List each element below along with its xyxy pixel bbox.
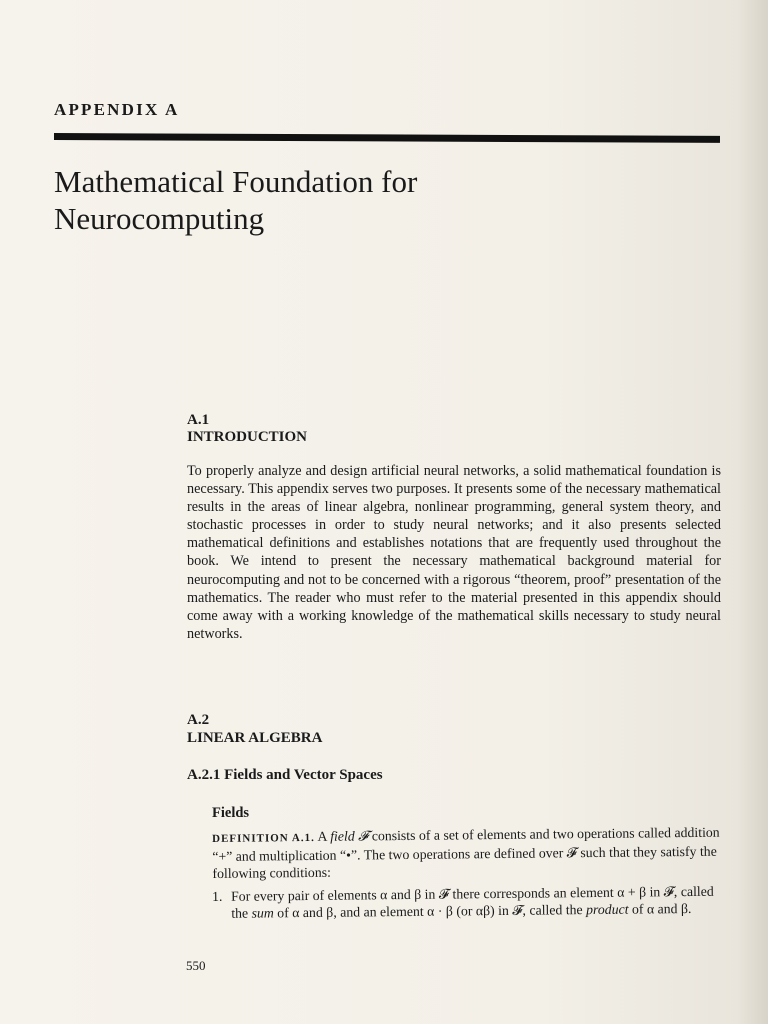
definition-text: consists of a set of elements and two operations called addition “+” and multiplication “•”. The two operations are defined over 𝓕 such that they satisfy the following conditions:	[212, 824, 720, 881]
section-a1-title: INTRODUCTION	[187, 429, 308, 445]
definition-label: DEFINITION A.1.	[212, 831, 315, 845]
chapter-title-line2: Neurocomputing	[54, 201, 265, 236]
list-item-1	[212, 883, 724, 922]
list-item-1-product: product	[586, 901, 629, 918]
appendix-label: APPENDIX A	[54, 100, 180, 119]
heading-rule	[54, 133, 720, 143]
list-item-1-text-a: For every pair of elements α and β in 𝓕 there corresponds an element α + β in 𝓕, called the	[231, 883, 714, 921]
intro-paragraph: To properly analyze and design artificial neural networks, a solid mathematical foundation is necessary. This appendix serves two purposes. It presents some of the necessary mathematical results in the areas of linear algebra, nonlinear programming, general system theory, and stochastic processes in order to study neural networks; and it also presents selected mathematical definitions and establishes notations that are frequently used throughout the book. We intend to present the necessary mathematical background material for neurocomputing and not to be concerned with a rigorous “theorem, proof” presentation of the mathematics. The reader who must refer to the material presented in this appendix should come away with a working knowledge of the mathematical skills necessary to study neural networks.	[187, 463, 721, 642]
subsection-heading: A.2.1 Fields and Vector Spaces	[187, 767, 383, 783]
chapter-title-line1: Mathematical Foundation for	[54, 164, 418, 199]
section-a1-number: A.1	[187, 412, 210, 428]
page-number: 550	[186, 958, 206, 973]
section-a2-number: A.2	[187, 712, 210, 728]
definition-term: field 𝓕	[330, 828, 369, 844]
chapter-title	[54, 163, 654, 237]
section-a2-title: LINEAR ALGEBRA	[187, 730, 323, 746]
list-item-1-text	[212, 883, 724, 922]
list-item-1-text-b: of α and β, and an element α · β (or αβ) in 𝓕, called the	[277, 902, 583, 921]
fields-heading: Fields	[212, 805, 250, 821]
list-item-1-sum: sum	[251, 905, 274, 921]
definition-pre: A	[317, 828, 327, 844]
definition-a1	[212, 824, 725, 882]
list-item-1-number: 1.	[212, 888, 223, 904]
list-item-1-text-c: of α and β.	[631, 900, 692, 917]
